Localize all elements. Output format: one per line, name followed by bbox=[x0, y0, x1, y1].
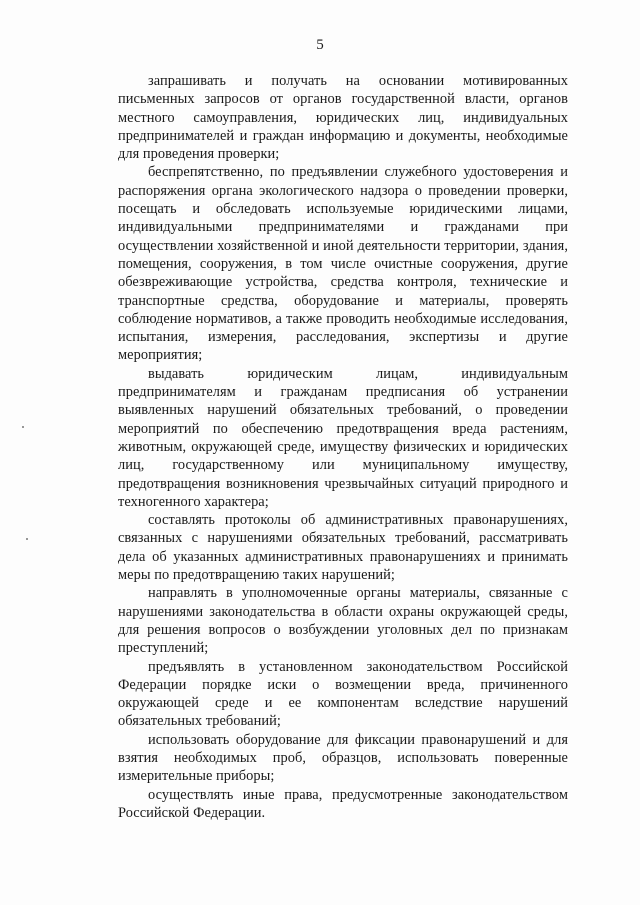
paragraph-inspect-premises: беспрепятственно, по предъявлении служебного удостоверения и распоряжения органа экологического надзора о проведении проверки, посещать и обследовать используемые юридическими лицами, индивидуальными предпринимателями и гражданами при осуществлении хозяйственной и иной деятельности территории, здания, помещения, сооружения, в том числе очистные сооружения, другие обезвреживающие устройства, средства контроля, технические и транспортные средства, оборудование и материалы, проверять соблюдение нормативов, а также проводить необходимые исследования, испытания, измерения, расследования, экспертизы и другие мероприятия; bbox=[118, 164, 568, 364]
paragraph-draw-protocols: составлять протоколы об административных правонарушениях, связанных с нарушениями обязательных требований, рассматривать дела об указанных административных правонарушениях и принимать меры по предотвращению таких нарушений; bbox=[118, 512, 568, 584]
scan-artifact bbox=[22, 426, 24, 428]
paragraph-use-equipment: использовать оборудование для фиксации правонарушений и для взятия необходимых проб, образцов, использовать поверенные измерительные приборы; bbox=[118, 731, 568, 785]
paragraph-other-rights: осуществлять иные права, предусмотренные законодательством Российской Федерации. bbox=[118, 786, 568, 821]
paragraph-send-materials: направлять в уполномоченные органы материалы, связанные с нарушениями законодательства в области охраны окружающей среды, для решения вопросов о возбуждении уголовных дел по признакам преступлений; bbox=[118, 585, 568, 657]
scan-artifact bbox=[26, 538, 28, 540]
page-number: 5 bbox=[316, 37, 324, 53]
paragraph-issue-orders: выдавать юридическим лицам, индивидуальным предпринимателям и гражданам предписания об устранении выявленных нарушений обязательных требований, о проведении мероприятий по обеспечению предотвращения вреда растениям, животным, окружающей среде, имуществу физических и юридических лиц, государственному или муниципальному имуществу, предотвращения возникновения чрезвычайных ситуаций природного и техногенного характера; bbox=[118, 365, 568, 510]
paragraph-request-documents: запрашивать и получать на основании мотивированных письменных запросов от органов государственной власти, органов местного самоуправления, юридических лиц, индивидуальных предпринимателей и граждан информацию и документы, необходимые для проведения проверки; bbox=[118, 73, 568, 163]
document-body bbox=[118, 72, 568, 822]
paragraph-file-claims: предъявлять в установленном законодательством Российской Федерации порядке иски о возмещении вреда, причиненного окружающей среде и ее компонентам вследствие нарушений обязательных требований; bbox=[118, 658, 568, 730]
